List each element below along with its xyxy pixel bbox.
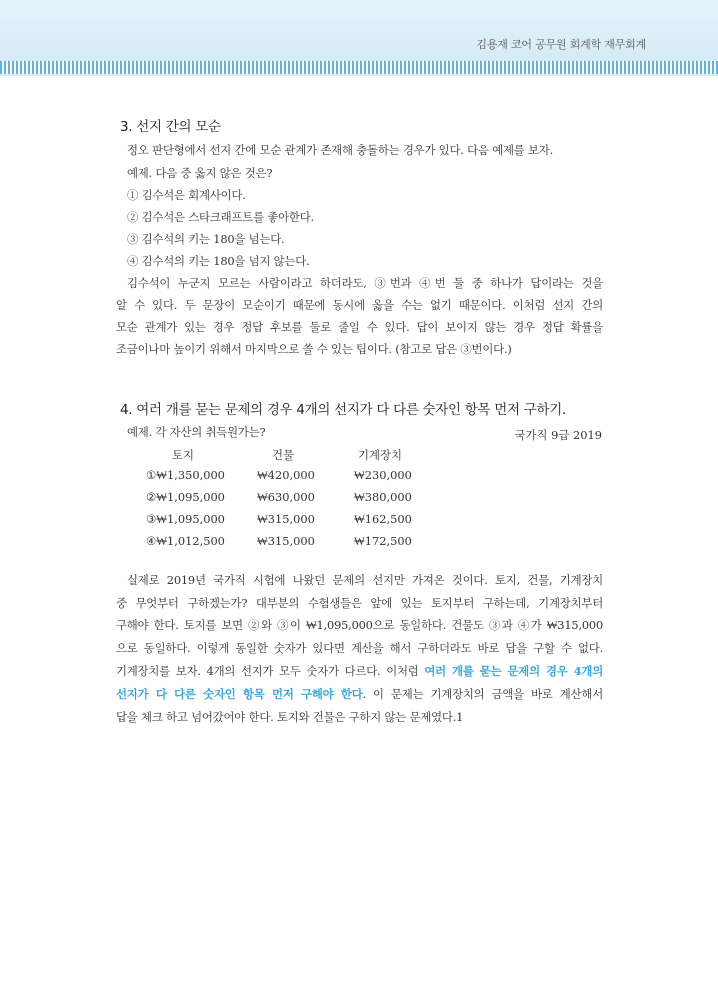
table-cell: ④₩1,012,500 bbox=[146, 534, 225, 548]
table-header: 기계장치 bbox=[358, 448, 403, 462]
table-cell: ③₩1,095,000 bbox=[146, 512, 225, 526]
section-4-paragraph-line bbox=[116, 689, 603, 700]
table-cell: ₩162,500 bbox=[354, 512, 412, 526]
table-header: 건물 bbox=[272, 448, 295, 462]
section-4-paragraph-line: 실제로 2019년 국가직 시험에 나왔던 문제의 선지만 가져온 것이다. 토지, 건물, 기계장치 bbox=[127, 573, 603, 587]
section-3-line: ④ 김수석의 키는 180을 넘지 않는다. bbox=[127, 254, 310, 268]
section-3-line: ① 김수석은 회계사이다. bbox=[127, 188, 246, 202]
table-cell: ₩315,000 bbox=[257, 534, 315, 548]
highlight-text: 여러 개를 묻는 문제의 경우 4개의 bbox=[424, 664, 603, 678]
section-3-paragraph-line: 조금이나마 높이기 위해서 마지막으로 쓸 수 있는 팁이다. (참고로 답은 ③번이다.) bbox=[116, 342, 512, 356]
section-3-line: ③ 김수석의 키는 180을 넘는다. bbox=[127, 232, 285, 246]
table-cell: ₩380,000 bbox=[354, 490, 412, 504]
section-4-paragraph-line: 으로 동일하다. 이렇게 동일한 숫자가 있다면 계산을 해서 구하더라도 바로 답을 구할 수 없다. bbox=[116, 641, 603, 655]
section-4-title: 4. 여러 개를 묻는 문제의 경우 4개의 선지가 다 다른 숫자인 항목 먼저 구하기. bbox=[120, 402, 566, 418]
section-4-paragraph-line bbox=[116, 666, 603, 677]
table-cell: ₩630,000 bbox=[257, 490, 315, 504]
table-cell: ₩420,000 bbox=[257, 468, 315, 482]
section-3-paragraph-line: 모순 관계가 있는 경우 정답 후보를 둘로 줄일 수 있다. 답이 보이지 않는 경우 정답 확률을 bbox=[116, 320, 603, 334]
header-stripe bbox=[0, 61, 718, 74]
section-3-paragraph-line: 알 수 있다. 두 문장이 모순이기 때문에 동시에 옳을 수는 없기 때문이다. 이처럼 선지 간의 bbox=[116, 298, 603, 312]
table-cell: ₩315,000 bbox=[257, 512, 315, 526]
section-4-paragraph-line: 구해야 한다. 토지를 보면 ②와 ③이 ₩1,095,000으로 동일하다. 건물도 ③과 ④가 ₩315,000 bbox=[116, 618, 603, 632]
paragraph-text: 기계장치를 보자. 4개의 선지가 모두 숫자가 다르다. 이처럼 bbox=[116, 664, 419, 678]
section-3-line: 정오 판단형에서 선지 간에 모순 관계가 존재해 충돌하는 경우가 있다. 다음 예제를 보자. bbox=[127, 143, 554, 157]
example-question: 예제. 각 자산의 취득원가는? bbox=[127, 425, 266, 439]
header-title: 김용재 코어 공무원 회계학 재무회계 bbox=[476, 38, 646, 51]
section-3-line: ② 김수석은 스타크래프트를 좋아한다. bbox=[127, 210, 314, 224]
paragraph-text: . 이 문제는 기계장치의 금액을 바로 계산해서 bbox=[362, 687, 603, 701]
table-cell: ₩230,000 bbox=[354, 468, 412, 482]
table-cell: ₩172,500 bbox=[354, 534, 412, 548]
example-source: 국가직 9급 2019 bbox=[514, 428, 602, 442]
table-cell: ②₩1,095,000 bbox=[146, 490, 225, 504]
section-3-line: 예제. 다음 중 옳지 않은 것은? bbox=[127, 166, 273, 180]
highlight-text: 선지가 다 다른 숫자인 항목 먼저 구해야 한다 bbox=[116, 687, 363, 701]
table-header: 토지 bbox=[172, 448, 195, 462]
page-header bbox=[0, 0, 718, 76]
section-4-paragraph-line: 답을 체크 하고 넘어갔어야 한다. 토지와 건물은 구하지 않는 문제였다.1 bbox=[116, 710, 464, 724]
section-3-paragraph-line: 김수석이 누군지 모르는 사람이라고 하더라도, ③번과 ④번 둘 중 하나가 답이라는 것을 bbox=[127, 276, 603, 290]
section-4-paragraph-line: 중 무엇부터 구하겠는가? 대부분의 수험생들은 앞에 있는 토지부터 구하는데, 기계장치부터 bbox=[116, 596, 603, 610]
table-cell: ①₩1,350,000 bbox=[146, 468, 225, 482]
section-3-title: 3. 선지 간의 모순 bbox=[120, 119, 221, 135]
